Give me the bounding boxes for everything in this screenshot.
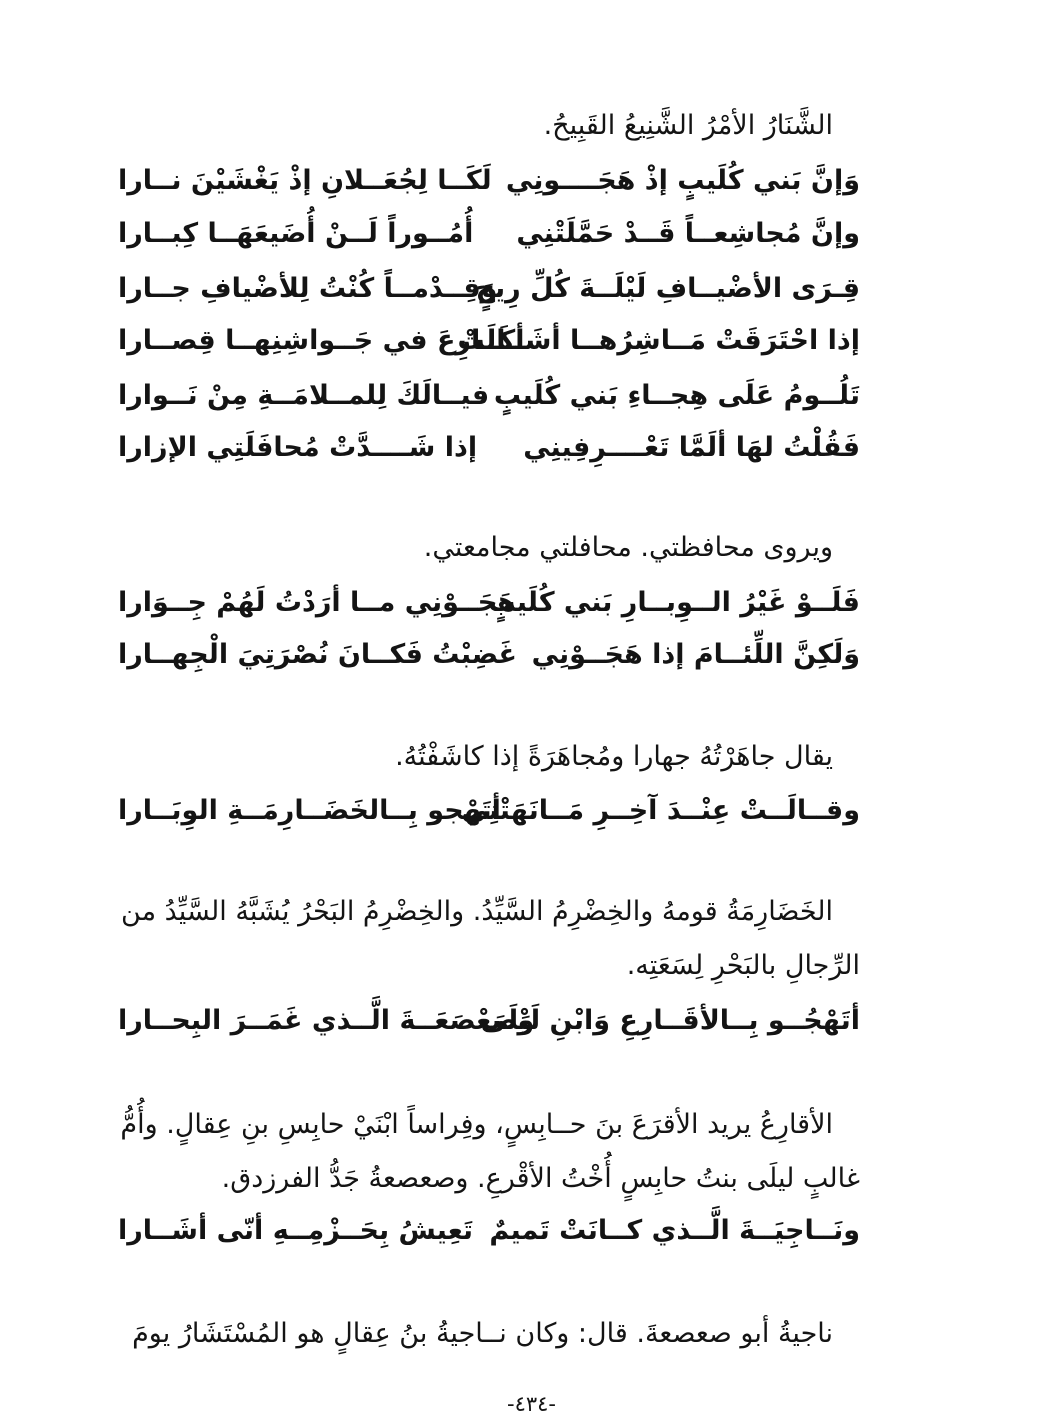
verse-first-hemistich: وَإنَّ بَني كُلَيبٍ إذْ هَجَــــونِي xyxy=(505,165,860,196)
verse-line xyxy=(118,993,860,1049)
verse-first-hemistich: وَلَكِنَّ اللِّئــامَ إذا هَجَــوْنِي xyxy=(531,639,860,670)
gloss-note: ناجيةُ أبو صعصعةَ. قال: وكان نــاجيةُ بنُ عِقالٍ هو المُسْتَشَارُ يومَ xyxy=(132,1318,833,1349)
verse-first-hemistich: وإنَّ مُجاشِعــاً قَــدْ حَمَّلَتْنِي xyxy=(516,218,860,249)
verse-first-hemistich: ونَــاجِيَــةَ الَّــذي كــانَتْ تَميمٌ xyxy=(489,1215,860,1246)
verse-first-hemistich: أتَهْجُــو بِــالأقَــارِعِ وَابْنِ لَيْلَى xyxy=(480,1005,860,1036)
verse-second-hemistich: تَعِيشُ بِحَــزْمِــهِ أنّى أشَــارا xyxy=(118,1215,474,1246)
verse-line xyxy=(118,1203,860,1259)
verse-line xyxy=(118,575,860,631)
verse-first-hemistich: وقــالَــتْ عِنْــدَ آخِــرِ مَــانَهَتْنِي xyxy=(461,795,860,826)
verse-second-hemistich: أُمُــوراً لَــنْ أُضَيعَهَــا كِبــارا xyxy=(118,218,474,249)
gloss-note: الشَّنَارُ الأمْرُ الشَّنِيعُ القَبِيحُ. xyxy=(543,110,833,141)
verse-second-hemistich: هَجَــوْنِي مــا أرَدْتُ لَهُمْ جِــوَارا xyxy=(118,587,516,618)
verse-second-hemistich: أتَهْجو بِــالخَضَــارِمَــةِ الوِبَــارا xyxy=(118,795,501,826)
page-number: -٤٣٤- xyxy=(507,1392,556,1416)
verse-first-hemistich: فَلَــوْ غَيْرُ الــوِبــارِ بَني كُلَيبٍ xyxy=(488,587,860,618)
verse-second-hemistich: فيــالَكَ لِلمــلامَــةِ مِنْ نَــوارا xyxy=(118,380,490,411)
verse-first-hemistich: تَلُــومُ عَلَى هِجــاءِ بَني كُلَيبٍ xyxy=(493,380,860,411)
verse-second-hemistich: وَصَعْصَعَــةَ الَّــذي غَمَــرَ البِحــارا xyxy=(118,1005,535,1036)
verse-line xyxy=(118,420,860,476)
gloss-note-line: غالبٍ ليلَى بنتُ حابِسٍ أُخْتُ الأقْرعِ. وصعصعةُ جَدُّ الفرزدق. xyxy=(221,1163,860,1194)
verse-second-hemistich: وَقِــدْمــاً كُنْتُ لِلأضْيافِ جــارا xyxy=(118,273,498,304)
verse-first-hemistich: إذا احْتَرَقَتْ مَــاشِرُهــا أشَــالَتْ xyxy=(457,325,860,356)
verse-second-hemistich: أكَــارِعَ في جَــواشِنِهــا قِصــارا xyxy=(118,325,525,356)
gloss-note: ويروى محافظتي. محافلتي مجامعتي. xyxy=(423,532,833,563)
verse-line xyxy=(118,261,860,317)
verse-first-hemistich: فَقُلْتُ لهَا ألَمَّا تَعْــــرِفِينِي xyxy=(523,432,860,463)
verse-second-hemistich: لَكَــا لِجُعَــلانِ إذْ يَغْشَيْنَ نــارا xyxy=(118,165,492,196)
verse-line xyxy=(118,627,860,683)
verse-line xyxy=(118,206,860,262)
verse-second-hemistich: غَضِبْتُ فَكــانَ نُصْرَتِيَ الْجِهــارا xyxy=(118,639,517,670)
verse-line xyxy=(118,153,860,209)
gloss-note-line: الأقارِعُ يريد الأقرَعَ بنَ حــابِسٍ، وفِراساً ابْنَيْ حابِسِ بنِ عِقالٍ. وأُمُّ xyxy=(120,1109,833,1140)
gloss-note-line: الرِّجالِ بالبَحْرِ لِسَعَتِه. xyxy=(626,950,860,981)
gloss-note-line: الخَضَارِمَةُ قومهُ والخِضْرِمُ السَّيِّدُ. والخِضْرِمُ البَحْرُ يُشَبَّهُ السَّيِّدُ من xyxy=(121,896,833,927)
verse-second-hemistich: إذا شَــــدَّتْ مُحافَلَتِي الإزارا xyxy=(118,432,478,463)
verse-line xyxy=(118,313,860,369)
verse-line xyxy=(118,783,860,839)
verse-first-hemistich: قِـرَى الأضْيــافِ لَيْلَــةَ كُلِّ رِيحٍ xyxy=(475,273,860,304)
gloss-note: يقال جاهَرْتُهُ جهارا ومُجاهَرَةً إذا كاشَفْتُهُ. xyxy=(395,741,833,772)
verse-line xyxy=(118,368,860,424)
